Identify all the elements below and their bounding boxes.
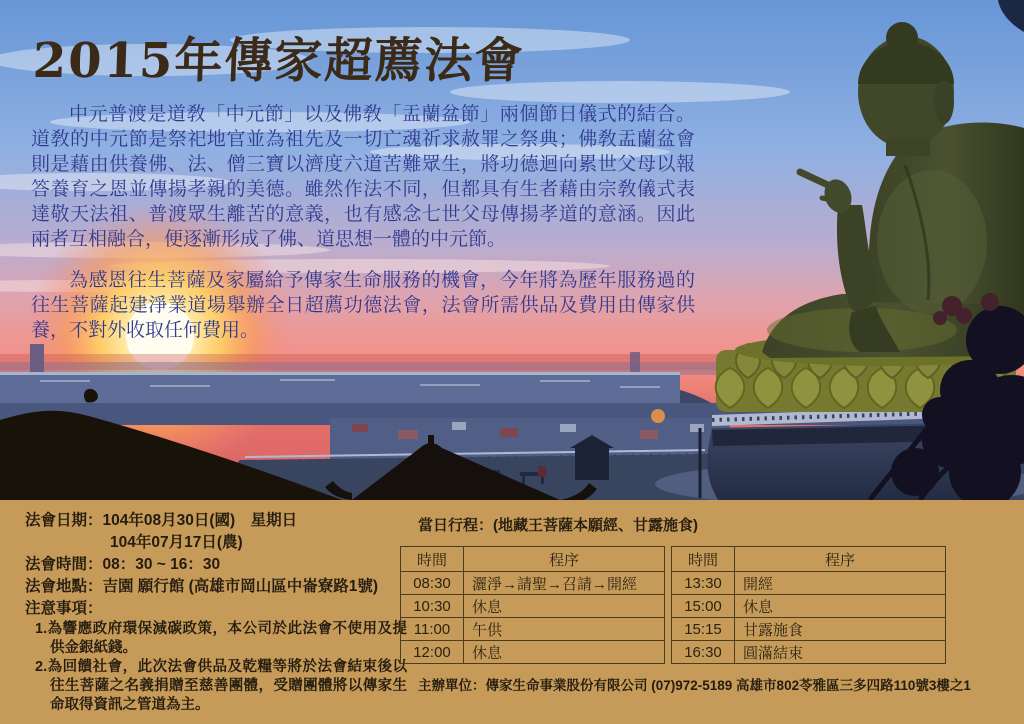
event-date-line-2 (110, 532, 417, 554)
table-row (401, 595, 665, 618)
column-header-program: 程序 (464, 547, 665, 572)
venue-label: 法會地點： (25, 578, 103, 595)
table-row (672, 618, 946, 641)
notes-label: 注意事項： (25, 600, 103, 617)
time-cell: 15:00 (672, 595, 735, 618)
table-row (401, 572, 665, 595)
time-cell: 16:30 (672, 641, 735, 664)
column-header-time: 時間 (672, 547, 735, 572)
table-header-row (672, 547, 946, 572)
program-cell: 休息 (464, 595, 665, 618)
time-cell: 15:15 (672, 618, 735, 641)
table-row (401, 618, 665, 641)
column-header-time: 時間 (401, 547, 464, 572)
notes-heading (25, 598, 417, 620)
info-band (0, 500, 1024, 724)
date-value-1: 104年08月30日(國) 星期日 (102, 512, 298, 529)
program-cell: 甘露施食 (735, 618, 946, 641)
event-time-line (25, 554, 417, 576)
program-cell: 休息 (735, 595, 946, 618)
poster-title: 2015年傳家超薦法會 (31, 33, 526, 89)
table-row (401, 641, 665, 664)
time-cell: 12:00 (401, 641, 464, 664)
table-header-row (401, 547, 665, 572)
time-label: 法會時間： (25, 556, 103, 573)
schedule-heading: 當日行程：(地藏王菩薩本願經、甘露施食) (418, 517, 698, 534)
program-cell: 灑淨→請聖→召請→開經 (464, 572, 665, 595)
intro-paragraph-2: 為感恩往生菩薩及家屬給予傳家生命服務的機會，今年將為歷年服務過的往生菩薩起建淨業道場舉辦全日超薦功德法會，法會所需供品及費用由傳家供養，不對外收取任何費用。 (31, 270, 695, 341)
time-cell: 10:30 (401, 595, 464, 618)
date-value-2: 104年07月17日(農) (110, 534, 243, 551)
note-item-2: 2.為回饋社會，此次法會供品及乾糧等將於法會結束後以往生菩薩之名義捐贈至慈善團體，受贈團體將以傳家生命取得資訊之管道為主。 (35, 659, 407, 713)
table-row (672, 641, 946, 664)
organizer-line: 主辦單位：傳家生命事業股份有限公司 (07)972-5189 高雄市802苓雅區三多四路110號3樓之1 (418, 678, 971, 693)
event-venue-line (25, 576, 417, 598)
time-cell: 08:30 (401, 572, 464, 595)
time-cell: 13:30 (672, 572, 735, 595)
program-cell: 圓滿結束 (735, 641, 946, 664)
table-row (672, 572, 946, 595)
venue-value: 吉園 願行館 (高雄市岡山區中崙寮路1號) (102, 578, 379, 595)
schedule-table-morning (400, 546, 665, 664)
table-row (672, 595, 946, 618)
schedule-table-afternoon (671, 546, 946, 664)
time-value: 08：30 ~ 16：30 (102, 556, 221, 573)
event-info-block (25, 510, 417, 715)
program-cell: 午供 (464, 618, 665, 641)
intro-paragraph-1: 中元普渡是道敎「中元節」以及佛敎「盂蘭盆節」兩個節日儀式的結合。道敎的中元節是祭祀地官並為祖先及一切亡魂祈求赦罪之祭典；佛敎盂蘭盆會則是藉由供養佛、法、僧三寶以濟度六道苦難眾生，將功德迴向累世父母以報答養育之恩並傳揚孝親的美德。雖然作法不同，但都具有生者藉由宗敎儀式表達敬天法祖、普渡眾生離苦的意義，也有感念七世父母傳揚孝道的意涵。因此兩者互相融合，便逐漸形成了佛、道思想一體的中元節。 (31, 104, 695, 250)
schedule-tables (400, 546, 946, 664)
notes-list (35, 620, 407, 715)
date-label: 法會日期： (25, 512, 103, 529)
program-cell: 休息 (464, 641, 665, 664)
time-cell: 11:00 (401, 618, 464, 641)
event-date-line (25, 510, 417, 532)
column-header-program: 程序 (735, 547, 946, 572)
program-cell: 開經 (735, 572, 946, 595)
note-item-1: 1.為響應政府環保減碳政策，本公司於此法會不使用及提供金銀紙錢。 (35, 621, 407, 656)
